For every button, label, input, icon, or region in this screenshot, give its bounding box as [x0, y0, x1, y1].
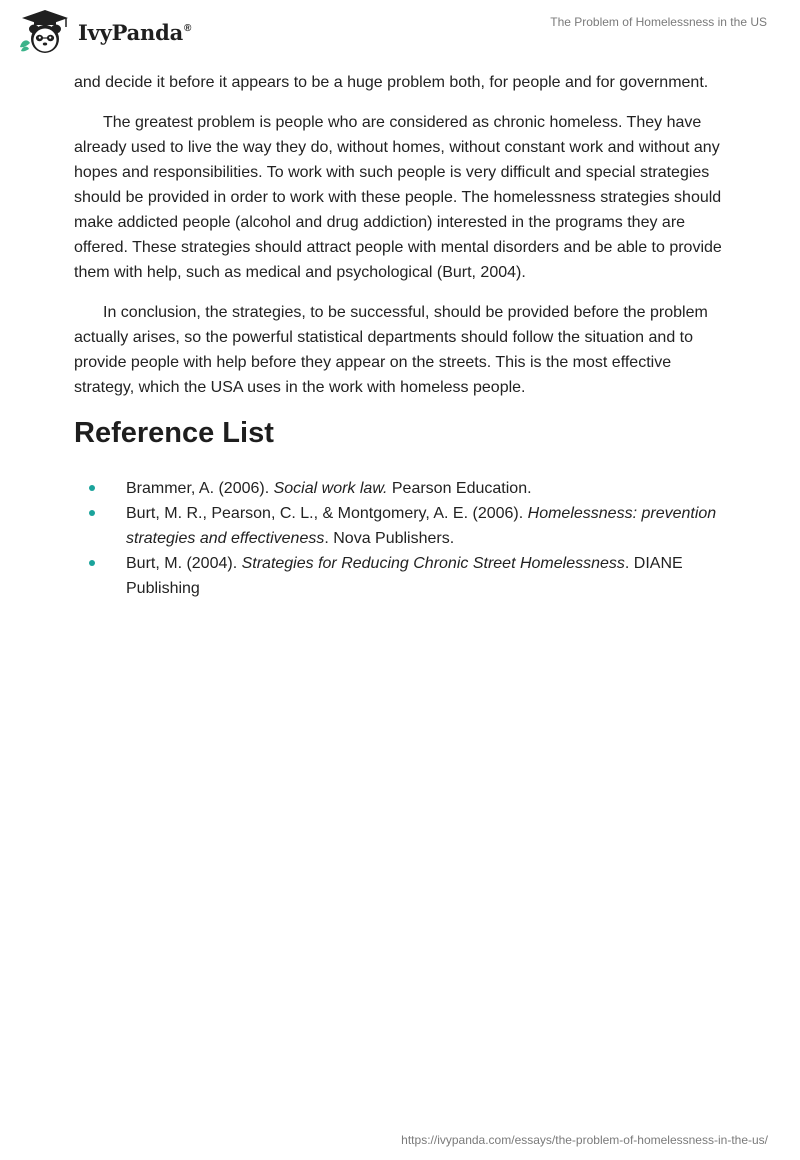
page-header — [0, 0, 800, 70]
reference-list — [74, 476, 734, 601]
bullet-icon — [89, 560, 95, 566]
reference-item: Burt, M. R., Pearson, C. L., & Montgomery, A. E. (2006). Homelessness: prevention strategies and effectiveness. Nova Publishers. — [74, 501, 734, 551]
essay-content — [74, 70, 734, 601]
paragraph-conclusion: In conclusion, the strategies, to be successful, should be provided before the problem actually arises, so the powerful statistical departments should follow the situation and to provide people with help before they appear on the streets. This is the most effective strategy, which the USA uses in the work with homeless people. — [74, 304, 708, 396]
source-url-link[interactable]: https://ivypanda.com/essays/the-problem-of-homelessness-in-the-us/ — [401, 1133, 768, 1147]
logo-wordmark: IvyPanda® — [78, 20, 192, 45]
reference-title: Homelessness: prevention strategies and effectiveness — [126, 505, 717, 547]
reference-item: Burt, M. (2004). Strategies for Reducing Chronic Street Homelessness. DIANE Publishing — [74, 551, 734, 601]
reference-title: Social work law. — [273, 480, 388, 497]
bullet-icon — [89, 485, 95, 491]
paragraph-continued: and decide it before it appears to be a huge problem both, for people and for government. — [74, 74, 709, 91]
bullet-icon — [89, 510, 95, 516]
ivypanda-logo[interactable] — [16, 9, 192, 55]
panda-graduate-icon — [16, 9, 74, 55]
paragraph-chronic-homeless: The greatest problem is people who are considered as chronic homeless. They have already used to live the way they do, without homes, without constant work and without any hopes and responsibilities. To work with such people is very difficult and special strategies should be provided in order to work with these people. The homelessness strategies should make addicted people (alcohol and drug addiction) interested in the programs they are offered. These strategies should attract people with mental disorders and be able to provide them with help, such as medical and psychological (Burt, 2004). — [74, 114, 722, 281]
reference-title: Strategies for Reducing Chronic Street Homelessness — [241, 555, 625, 572]
document-title: The Problem of Homelessness in the US — [550, 15, 767, 29]
reference-item: Brammer, A. (2006). Social work law. Pearson Education. — [74, 476, 734, 501]
reference-list-heading: Reference List — [74, 417, 274, 449]
